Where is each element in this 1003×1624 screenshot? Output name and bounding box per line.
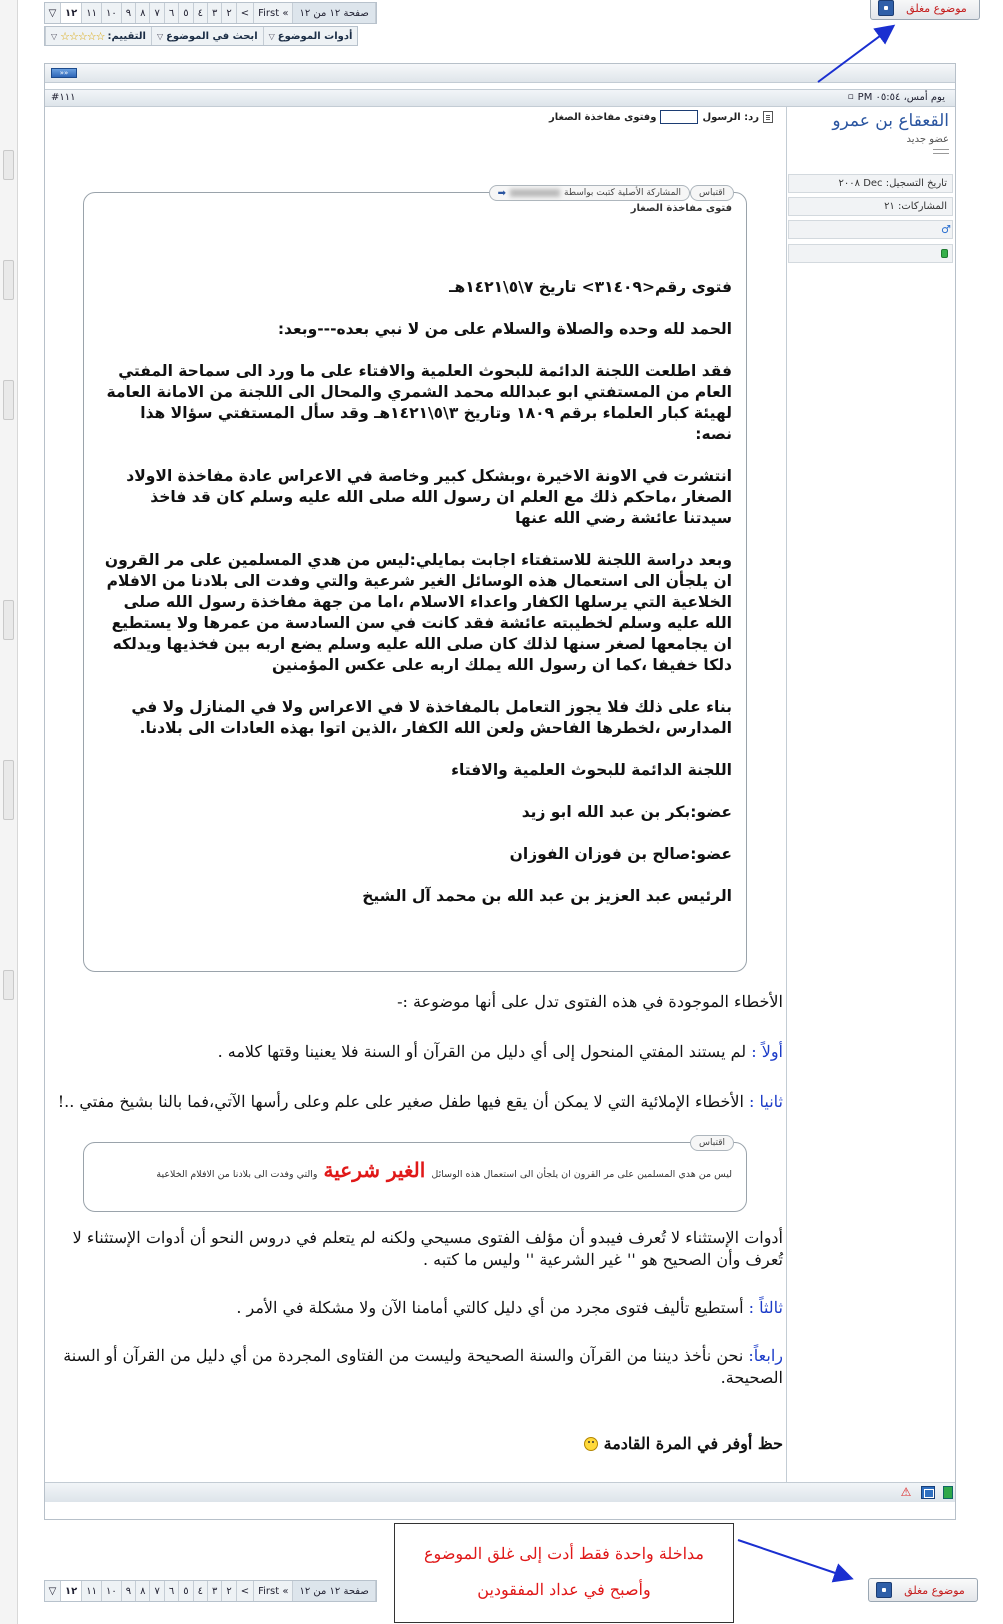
post-title [549,110,773,124]
smiley-icon [584,1437,598,1451]
quote2-text-after: والتي وفدت الى بلادنا من الافلام الخلاعية [156,1169,318,1180]
pagination-menu-button[interactable] [45,3,61,23]
quote2-text-before: ليس من هدي المسلمين على مر القرون ان يلجأن الى استعمال هذه الوسائل [431,1169,732,1180]
annotation-line-2: وأصبح في عداد المفقودين [477,1580,651,1599]
edge-notch [3,600,14,640]
post-body [45,107,785,1482]
page-link[interactable]: ٢ [222,3,236,23]
quote-paragraph: الحمد لله وحده والصلاة والسلام على من لا نبي بعده---وبعد: [277,320,732,338]
page-label: صفحة ١٢ من ١٢ [293,3,375,23]
quote-author-tab [489,185,690,201]
page-link[interactable]: ١٠ [102,3,122,23]
commentary-lead: أولاً : [751,1042,783,1061]
commentary-paragraph [51,1041,783,1063]
document-icon [763,111,773,123]
post-title-start: رد: الرسول [702,111,759,123]
lock-icon [878,0,894,16]
post-date-text: يوم أمس، ٠٥:٥٤ PM [857,92,945,103]
commentary-paragraph [51,1091,783,1113]
page-link[interactable]: ٥ [179,1581,193,1601]
page-link[interactable]: ٩ [122,3,136,23]
username-link[interactable]: القعقاع بن عمرو [832,111,949,131]
pagination-menu-button[interactable] [45,1581,61,1601]
annotation-box [394,1523,734,1623]
user-title: عضو جديد [906,134,949,145]
post-date [848,92,945,103]
ip-icon[interactable] [921,1486,935,1499]
quote-arrow-icon[interactable]: ➡ [497,187,507,199]
dropdown-arrow-icon: ▽ [48,1585,57,1597]
commentary-lead: ثانيا : [749,1092,783,1111]
pagination-top [44,2,377,24]
quote-paragraph: فتوى رقم<٣١٤٠٩> تاريخ ٧\٥\١٤٢١هـ [449,278,732,296]
post-top-bar [45,64,955,83]
post-commentary [51,991,783,1141]
censored-box [660,110,698,124]
thread-tools-menu[interactable] [263,27,358,45]
closed-thread-label: موضوع مغلق [906,1,967,15]
commentary-paragraph [51,1297,783,1319]
quote-paragraph: عضو:صالح بن فوزان الفوزان [509,845,732,863]
dropdown-arrow-icon: ▽ [48,7,57,19]
page-link[interactable]: ٩ [122,1581,136,1601]
user-join-date: تاريخ التسجيل: Dec ٢٠٠٨ [788,174,953,193]
edge-notch [3,260,14,300]
page-link[interactable]: ٤ [194,3,208,23]
page-link[interactable]: ١١ [82,3,102,23]
status-icon [943,1486,953,1499]
closed-thread-label: موضوع مغلق [904,1583,965,1597]
rating-menu[interactable] [45,27,151,45]
closed-thread-button-bottom[interactable] [868,1578,978,1602]
rating-stars: ☆☆☆☆☆ [60,29,105,43]
post-title-end: وفتوى مفاخذة الصغار [548,111,657,123]
commentary-lead: رابعاً: [748,1346,783,1365]
post-header [45,89,955,107]
page-link[interactable]: ٦ [165,1581,179,1601]
commentary-paragraph [51,1345,783,1389]
expand-icon[interactable]: »» [51,68,77,78]
quote-block [83,187,747,972]
page-link[interactable]: ٢ [222,1581,236,1601]
post-signoff [584,1434,783,1453]
page-link[interactable]: ٣ [208,1581,222,1601]
quote-label: اقتباس [690,185,734,201]
search-thread-label: ابحث في الموضوع [166,30,258,42]
page-prev[interactable]: < [237,3,254,23]
commentary-paragraph [51,991,783,1013]
report-icon[interactable]: ⚠ [900,1485,912,1499]
thread-tools-label: أدوات الموضوع [277,30,353,42]
page-link[interactable]: ٥ [179,3,193,23]
page-prev[interactable]: < [237,1581,254,1601]
post-commentary-2 [51,1227,783,1415]
commentary-text: نحن نأخذ ديننا من القرآن والسنة الصحيحة وليست من الفتاوى المجردة من أي دليل من القرآن أو السنة الصحيحة. [63,1346,783,1387]
user-rank-bar [933,149,949,154]
commentary-lead: ثالثاً : [748,1298,783,1317]
page-link[interactable]: ٧ [150,3,164,23]
annotation-line-1: مداخلة واحدة فقط أدت إلى غلق الموضوع [424,1544,704,1563]
user-info-column [786,107,955,1482]
quote-label: اقتباس [690,1135,734,1151]
page-link[interactable]: ٨ [136,3,150,23]
page-link[interactable]: ٣ [208,3,222,23]
search-thread-menu[interactable] [151,27,263,45]
quote-text [100,277,732,928]
online-status-icon [941,249,948,258]
quote-author-label: المشاركة الأصلية كتبت بواسطة [564,188,682,198]
quote-paragraph: بناء على ذلك فلا يجوز التعامل بالمفاخذة لا في الاعراس ولا في المنازل ولا في المدارس ،لخطرها الفاحش ولعن الله الكفار ،الذين اتوا بهذه العادات الى بلادنا. [131,698,732,737]
commentary-text: الأخطاء الإملائية التي لا يمكن أن يقع فيها طفل صغير على علم وعلى رأسها الآتي،فما بالنا بشيخ مفتي ..! [57,1092,750,1111]
post-container [44,63,956,1520]
dropdown-arrow-icon: ▽ [51,31,58,41]
page-first[interactable]: First « [254,3,293,23]
quote-paragraph: وبعد دراسة اللجنة للاستفتاء اجابت بمايلي:ليس من هدي المسلمين على مر القرون ان يلجأن الى استعمال هذه الوسائل الغير شرعية والتي وفدت الى بلادنا من الافلام الخلاعية التي يرسلها الكفار واعداء الاسلام ،اما من جهة مفاخذة رسول الله صلى الله عليه وسلم لخطيبته عائشة فقد كانت في سن السادسة من عمرها ولا يستطيع ان يجامعها لصغر سنها لذلك كان صلى الله عليه وسلم يضع اربه بين فخذيها ويدلكه دلكا خفيفا ،كما ان رسول الله يملك اربه على عكس المؤمنين [104,551,732,674]
page-link[interactable]: ٧ [150,1581,164,1601]
commentary-paragraph [51,1227,783,1271]
page-link[interactable]: ٦ [165,3,179,23]
user-gender-row [788,220,953,239]
commentary-text: الأخطاء الموجودة في هذه الفتوى تدل على أنها موضوعة :- [397,992,783,1011]
pagination-bottom [44,1580,377,1602]
page-current: ١٢ [61,3,82,23]
page-link[interactable]: ٨ [136,1581,150,1601]
commentary-text: أدوات الإستثناء لا تُعرف فيبدو أن مؤلف الفتوى مسيحي ولكنه لم يتعلم في دروس النحو أن أدوات الإستثناء لا تُعرف وأن الصحيح هو '' غير الشرعية '' وليس ما كتبه . [72,1228,783,1269]
signoff-text: حظ أوفر في المرة القادمة [603,1434,783,1453]
commentary-text: أستطيع تأليف فتوى مجرد من أي دليل كالتي أمامنا الآن ولا مشكلة في الأمر . [236,1298,749,1317]
window-edge [0,0,18,1624]
page-link[interactable]: ١١ [82,1581,102,1601]
post-footer [45,1482,955,1502]
quote-tabs [489,185,734,201]
quote-paragraph: اللجنة الدائمة للبحوث العلمية والافتاء [451,761,732,779]
edge-notch [3,150,14,180]
dropdown-arrow-icon: ▽ [268,31,275,41]
quote-tabs [690,1135,734,1151]
quote-heading: فتوى مفاخذة الصغار [630,203,732,214]
clock-icon: ▫ [847,92,854,102]
annotation-arrow-bottom [738,1540,850,1578]
page-label: صفحة ١٢ من ١٢ [293,1581,375,1601]
post-number[interactable]: #١١١ [51,92,76,103]
quote-paragraph: فقد اطلعت اللجنة الدائمة للبحوث العلمية والافتاء على ما ورد الى سماحة المفتي العام من المستفتي ابو عبدالله محمد الشمري والمحال الى اللجنة من الامانة العامة لهيئة كبار العلماء برقم ١٨٠٩ وتاريخ ٣\٥\١٤٢١هـ وقد سأل المستفتي سؤالا هذا نصه: [106,362,732,443]
quote-paragraph: عضو:بكر بن عبد الله ابو زيد [521,803,732,821]
commentary-text: لم يستند المفتي المنحول إلى أي دليل من القرآن أو السنة فلا يعنينا وقتها كلامه . [217,1042,752,1061]
page-first[interactable]: First « [254,1581,293,1601]
edge-notch [3,380,14,420]
quote-paragraph: الرئيس عبد العزيز بن عبد الله بن محمد آل الشيخ [362,887,732,905]
user-status-row [788,244,953,263]
quote2-highlight: الغير شرعية [323,1158,426,1182]
user-post-count: المشاركات: ٢١ [788,197,953,216]
rating-label: التقييم: [107,30,146,42]
dropdown-arrow-icon: ▽ [156,31,164,41]
page-link[interactable]: ٤ [194,1581,208,1601]
page-link[interactable]: ١٠ [102,1581,122,1601]
edge-notch [3,760,14,820]
edge-notch [3,970,14,1000]
quote-paragraph: انتشرت في الاونة الاخيرة ،وبشكل كبير وخاصة في الاعراس عادة مفاخذة الاولاد الصغار ،ماحكم ذلك مع العلم ان رسول الله صلى الله عليه وسلم كان قد فاخذ سيدتنا عائشة رضي الله عنها [126,467,732,527]
lock-icon [876,1582,892,1598]
blurred-author [510,189,560,197]
quote-block-2 [83,1138,747,1212]
page-current: ١٢ [61,1581,82,1601]
closed-thread-button-top[interactable] [870,0,980,20]
male-icon: ♂ [941,223,951,236]
thread-tools-bar [44,26,358,46]
quote2-text [96,1158,732,1182]
